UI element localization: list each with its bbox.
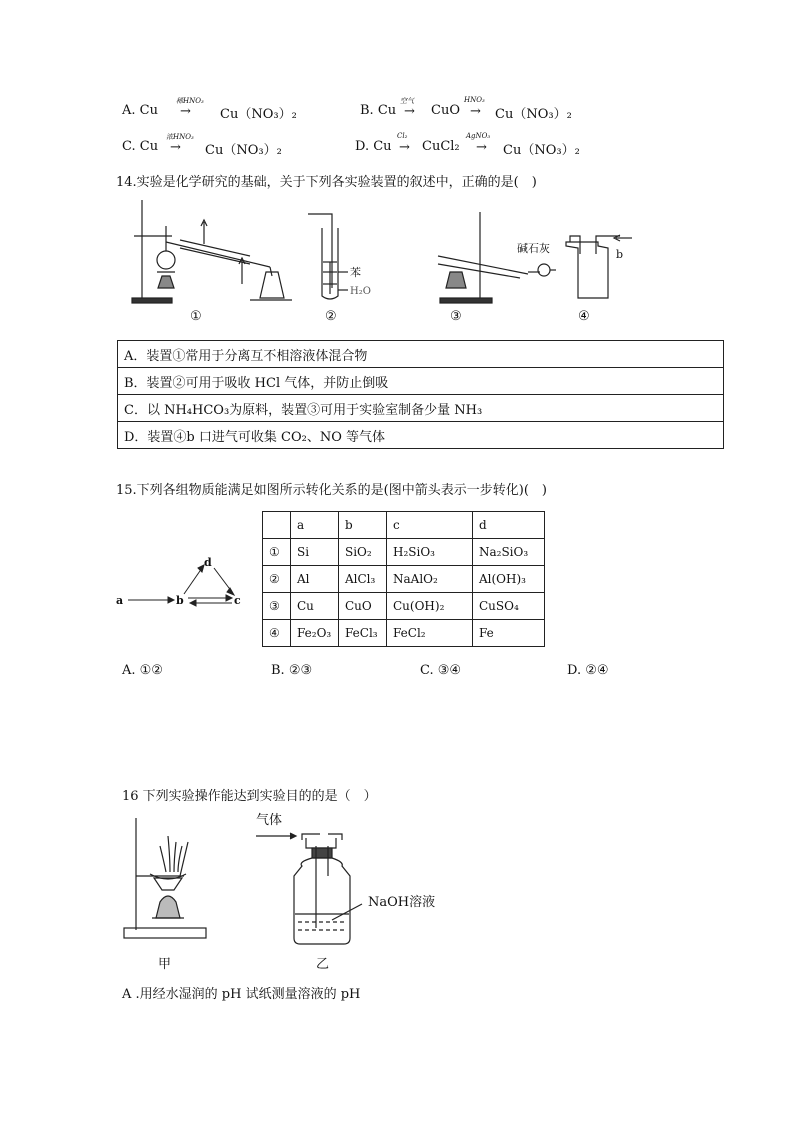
q15-node-a: a bbox=[116, 594, 124, 607]
q13-d-reagent2: AgNO₃ bbox=[466, 132, 491, 140]
q14-water-label: H₂O bbox=[350, 286, 371, 297]
q14-option-row[interactable] bbox=[118, 341, 724, 368]
q13-d-product: Cu（NO₃）₂ bbox=[503, 143, 580, 158]
q13-c-arrow: → bbox=[170, 140, 181, 155]
q14-option-c[interactable]: C．以 NH₄HCO₃为原料，装置③可用于实验室制备少量 NH₃ bbox=[118, 395, 724, 422]
q14-fig-3-number: ③ bbox=[450, 309, 462, 324]
table-row bbox=[263, 620, 545, 647]
q15-stem: 15.下列各组物质能满足如图所示转化关系的是(图中箭头表示一步转化)( ) bbox=[116, 483, 547, 498]
q13-b-arrow2: → bbox=[470, 104, 481, 119]
q15-node-c: c bbox=[234, 594, 241, 607]
q15-choice-b[interactable]: B. ②③ bbox=[271, 663, 313, 678]
table-row bbox=[263, 593, 545, 620]
q15-node-b: b bbox=[176, 594, 184, 607]
table-cell: CuSO₄ bbox=[473, 593, 545, 620]
q13-d-mid: CuCl₂ bbox=[422, 139, 460, 154]
q15-node-d: d bbox=[204, 556, 212, 569]
table-header-row bbox=[263, 512, 545, 539]
table-cell: Cu bbox=[291, 593, 339, 620]
table-cell: H₂SiO₃ bbox=[387, 539, 473, 566]
q14-apparatus-figure bbox=[120, 192, 640, 327]
q14-fig-2-number: ② bbox=[325, 309, 337, 324]
table-cell: SiO₂ bbox=[339, 539, 387, 566]
q14-fig-1-number: ① bbox=[190, 309, 202, 324]
q13-a-product: Cu（NO₃）₂ bbox=[220, 107, 297, 122]
q13-a-label: A. Cu bbox=[122, 103, 158, 118]
table-header-cell: a bbox=[291, 512, 339, 539]
q13-b-reagent2: HNO₃ bbox=[464, 96, 485, 104]
q13-d-reagent1: Cl₂ bbox=[397, 132, 408, 140]
q14-options-table bbox=[117, 340, 724, 449]
table-cell: Fe bbox=[473, 620, 545, 647]
q15-choice-c[interactable]: C. ③④ bbox=[420, 663, 462, 678]
table-cell: Si bbox=[291, 539, 339, 566]
q13-d-label: D. Cu bbox=[355, 139, 392, 154]
q14-benzene-label: 苯 bbox=[350, 266, 361, 279]
q14-port-b-label: b bbox=[616, 248, 624, 261]
q13-c-product: Cu（NO₃）₂ bbox=[205, 143, 282, 158]
q13-c-label: C. Cu bbox=[122, 139, 159, 154]
q16-gas-label: 气体 bbox=[256, 813, 283, 828]
q14-option-d[interactable]: D．装置④b 口进气可收集 CO₂、NO 等气体 bbox=[118, 422, 724, 449]
q13-d-arrow2: → bbox=[476, 140, 487, 155]
q14-option-a[interactable]: A．装置①常用于分离互不相溶液体混合物 bbox=[118, 341, 724, 368]
table-cell: NaAlO₂ bbox=[387, 566, 473, 593]
table-row bbox=[263, 539, 545, 566]
q15-substance-table bbox=[262, 511, 545, 647]
q13-c-reagent: 浓HNO₃ bbox=[166, 133, 194, 141]
q13-b-arrow1: → bbox=[404, 104, 415, 119]
table-cell: Na₂SiO₃ bbox=[473, 539, 545, 566]
q14-stem: 14.实验是化学研究的基础，关于下列各实验装置的叙述中，正确的是( ) bbox=[116, 175, 537, 190]
table-cell: Al(OH)₃ bbox=[473, 566, 545, 593]
table-header-cell bbox=[263, 512, 291, 539]
q15-transformation-diagram bbox=[112, 552, 252, 612]
table-cell: ① bbox=[263, 539, 291, 566]
q16-apparatus-figure bbox=[118, 806, 448, 976]
table-cell: ③ bbox=[263, 593, 291, 620]
q16-stem: 16 下列实验操作能达到实验目的的是（ ） bbox=[122, 789, 377, 804]
q16-option-a[interactable]: A .用经水湿润的 pH 试纸测量溶液的 pH bbox=[122, 987, 361, 1002]
table-row bbox=[263, 566, 545, 593]
q15-choice-d[interactable]: D. ②④ bbox=[567, 663, 609, 678]
table-cell: FeCl₂ bbox=[387, 620, 473, 647]
table-cell: ④ bbox=[263, 620, 291, 647]
table-cell: FeCl₃ bbox=[339, 620, 387, 647]
table-header-cell: d bbox=[473, 512, 545, 539]
q13-a-arrow: → bbox=[180, 104, 191, 119]
table-cell: ② bbox=[263, 566, 291, 593]
q14-option-row[interactable] bbox=[118, 395, 724, 422]
q14-soda-lime-label: 碱石灰 bbox=[517, 242, 550, 255]
q13-b-product: Cu（NO₃）₂ bbox=[495, 107, 572, 122]
q14-fig-4-number: ④ bbox=[578, 309, 590, 324]
table-cell: Al bbox=[291, 566, 339, 593]
q13-b-label: B. Cu bbox=[360, 103, 397, 118]
q16-fig-jia-label: 甲 bbox=[158, 957, 172, 972]
table-cell: AlCl₃ bbox=[339, 566, 387, 593]
q15-choice-a[interactable]: A. ①② bbox=[122, 663, 163, 678]
q16-fig-yi-label: 乙 bbox=[316, 957, 330, 972]
q16-naoh-label: NaOH溶液 bbox=[368, 895, 436, 910]
q13-b-mid: CuO bbox=[431, 103, 460, 118]
q14-option-row[interactable] bbox=[118, 368, 724, 395]
table-header-cell: c bbox=[387, 512, 473, 539]
q13-b-reagent1: 空气 bbox=[400, 97, 414, 105]
q13-d-arrow1: → bbox=[399, 140, 410, 155]
table-cell: Cu(OH)₂ bbox=[387, 593, 473, 620]
table-cell: Fe₂O₃ bbox=[291, 620, 339, 647]
table-cell: CuO bbox=[339, 593, 387, 620]
q14-option-b[interactable]: B．装置②可用于吸收 HCl 气体，并防止倒吸 bbox=[118, 368, 724, 395]
q14-option-row[interactable] bbox=[118, 422, 724, 449]
table-header-cell: b bbox=[339, 512, 387, 539]
q13-a-reagent: 稀HNO₃ bbox=[176, 97, 204, 105]
